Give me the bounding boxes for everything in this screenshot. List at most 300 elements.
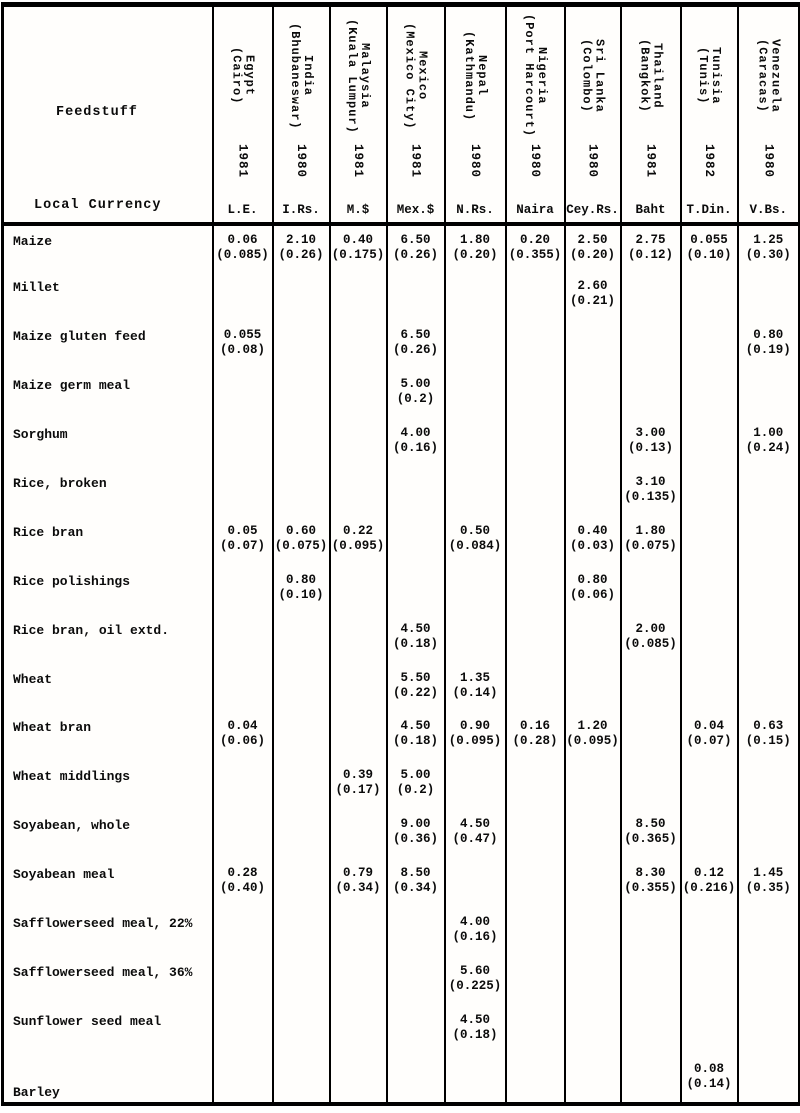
usd-equivalent: (0.084): [448, 538, 502, 553]
price-cell: [738, 468, 800, 517]
feedstuff-label: Wheat middlings: [13, 769, 131, 785]
price-cell: [273, 1055, 330, 1104]
price-cell: [387, 1055, 445, 1104]
price-cell: [506, 272, 565, 321]
price-cell: [330, 517, 387, 566]
usd-equivalent: (0.085): [216, 247, 269, 262]
local-price: 0.60: [285, 523, 316, 538]
feedstuff-label: Barley: [13, 1084, 60, 1100]
column-header-nepal: [445, 5, 506, 224]
price-cell: [445, 859, 506, 908]
price-cell: [213, 370, 273, 419]
feedstuff-label: Rice bran: [13, 524, 84, 540]
price-cell: [213, 224, 273, 273]
price-cell: [330, 1055, 387, 1104]
price-cell: [273, 272, 330, 321]
usd-equivalent: (0.075): [624, 538, 677, 553]
price-cell: [330, 468, 387, 517]
usd-equivalent: (0.07): [686, 734, 732, 749]
price-cell: [387, 664, 445, 713]
price-cell: [565, 468, 621, 517]
usd-equivalent: (0.03): [569, 538, 615, 553]
price-cell: [330, 957, 387, 1006]
column-header-egypt: [213, 5, 273, 224]
usd-equivalent: (0.18): [392, 636, 438, 651]
price-cell: [621, 908, 681, 957]
usd-equivalent: (0.40): [219, 881, 265, 896]
price-cell: [273, 566, 330, 615]
local-currency-row-title: Local Currency: [34, 197, 162, 213]
price-cell: [681, 712, 738, 761]
price-cell: [445, 321, 506, 370]
price-cell: [621, 517, 681, 566]
price-cell: [387, 761, 445, 810]
local-price: 3.10: [635, 474, 666, 489]
price-cell: [506, 810, 565, 859]
price-cell: [445, 1006, 506, 1055]
local-price: 3.00: [635, 426, 666, 441]
usd-equivalent: (0.355): [508, 247, 562, 262]
price-cell: [273, 761, 330, 810]
local-price: 5.00: [400, 768, 431, 783]
price-cell: [681, 615, 738, 664]
usd-equivalent: (0.365): [624, 832, 677, 847]
currency-label: I.Rs.: [282, 202, 320, 217]
price-cell: [445, 224, 506, 273]
local-price: 2.60: [577, 279, 608, 294]
usd-equivalent: (0.20): [569, 247, 615, 262]
local-price: 0.40: [577, 523, 608, 538]
price-cell: [565, 1006, 621, 1055]
price-cell: [506, 370, 565, 419]
price-cell: [738, 1006, 800, 1055]
price-cell: [330, 370, 387, 419]
price-cell: [213, 1006, 273, 1055]
price-cell: [621, 664, 681, 713]
price-cell: [565, 810, 621, 859]
corner-header-cell: [3, 5, 213, 224]
price-cell: [273, 712, 330, 761]
price-cell: [330, 419, 387, 468]
local-price: 4.50: [400, 719, 431, 734]
price-cell: [213, 664, 273, 713]
local-price: 0.06: [227, 232, 258, 247]
price-cell: [506, 908, 565, 957]
price-cell: [621, 859, 681, 908]
price-cell: [565, 1055, 621, 1104]
price-cell: [213, 321, 273, 370]
price-cell: [273, 957, 330, 1006]
local-price: 1.45: [753, 866, 784, 881]
price-cell: [681, 566, 738, 615]
local-price: 9.00: [400, 817, 431, 832]
country-label: Nepal (Kathmandu): [462, 30, 489, 122]
usd-equivalent: (0.2): [396, 783, 435, 798]
price-cell: [506, 615, 565, 664]
usd-equivalent: (0.21): [569, 294, 615, 309]
price-cell: [387, 712, 445, 761]
price-cell: [445, 615, 506, 664]
price-cell: [621, 615, 681, 664]
price-cell: [621, 370, 681, 419]
usd-equivalent: (0.095): [448, 734, 502, 749]
currency-label: L.E.: [227, 202, 258, 217]
usd-equivalent: (0.12): [627, 247, 673, 262]
local-price: 2.10: [285, 232, 316, 247]
price-cell: [273, 908, 330, 957]
price-cell: [738, 370, 800, 419]
country-label: Thailand (Bangkok): [637, 39, 665, 113]
local-price: 0.40: [342, 232, 373, 247]
price-cell: [445, 810, 506, 859]
usd-equivalent: (0.07): [219, 538, 265, 553]
usd-equivalent: (0.10): [278, 587, 324, 602]
price-cell: [506, 321, 565, 370]
price-cell: [445, 712, 506, 761]
local-price: 1.25: [753, 232, 784, 247]
usd-equivalent: (0.30): [745, 247, 791, 262]
price-cell: [387, 272, 445, 321]
country-label: Mexico (Mexico City): [402, 22, 430, 130]
table-row: [3, 370, 800, 419]
table-row: [3, 566, 800, 615]
price-cell: [445, 957, 506, 1006]
price-cell: [330, 566, 387, 615]
price-cell: [738, 761, 800, 810]
price-cell: [621, 957, 681, 1006]
price-cell: [565, 859, 621, 908]
price-cell: [506, 419, 565, 468]
price-cell: [445, 370, 506, 419]
price-cell: [681, 468, 738, 517]
price-cell: [330, 272, 387, 321]
column-header-tunisia: [681, 5, 738, 224]
table-row: [3, 321, 800, 370]
price-cell: [738, 810, 800, 859]
price-cell: [213, 615, 273, 664]
price-cell: [506, 712, 565, 761]
feedstuff-label: Wheat bran: [13, 720, 92, 736]
price-cell: [738, 272, 800, 321]
usd-equivalent: (0.19): [745, 343, 791, 358]
price-cell: [445, 517, 506, 566]
usd-equivalent: (0.225): [448, 978, 502, 993]
price-cell: [387, 468, 445, 517]
price-cell: [565, 664, 621, 713]
price-cell: [506, 1006, 565, 1055]
local-price: 5.60: [459, 963, 490, 978]
price-cell: [273, 321, 330, 370]
usd-equivalent: (0.14): [686, 1076, 732, 1091]
local-price: 0.80: [577, 572, 608, 587]
local-price: 8.50: [635, 817, 666, 832]
usd-equivalent: (0.355): [624, 881, 677, 896]
price-cell: [621, 810, 681, 859]
price-cell: [738, 957, 800, 1006]
local-price: 0.63: [753, 719, 784, 734]
column-header-india: [273, 5, 330, 224]
table-row: [3, 272, 800, 321]
usd-equivalent: (0.35): [745, 881, 791, 896]
price-cell: [506, 224, 565, 273]
price-cell: [273, 468, 330, 517]
price-cell: [565, 908, 621, 957]
price-cell: [506, 859, 565, 908]
local-price: 0.16: [519, 719, 550, 734]
price-cell: [621, 224, 681, 273]
table-row: [3, 468, 800, 517]
price-cell: [387, 859, 445, 908]
local-price: 0.28: [227, 866, 258, 881]
price-cell: [565, 370, 621, 419]
local-price: 1.35: [459, 670, 490, 685]
price-cell: [681, 517, 738, 566]
local-price: 2.50: [577, 232, 608, 247]
price-cell: [387, 908, 445, 957]
feedstuff-label: Wheat: [13, 671, 53, 687]
price-cell: [213, 810, 273, 859]
price-cell: [330, 615, 387, 664]
price-cell: [565, 566, 621, 615]
feedstuff-label: Maize germ meal: [13, 378, 131, 394]
price-cell: [681, 419, 738, 468]
local-price: 6.50: [400, 328, 431, 343]
price-cell: [213, 468, 273, 517]
price-cell: [330, 664, 387, 713]
usd-equivalent: (0.17): [335, 783, 381, 798]
usd-equivalent: (0.095): [566, 734, 619, 749]
price-cell: [213, 957, 273, 1006]
price-cell: [273, 419, 330, 468]
price-cell: [273, 859, 330, 908]
local-price: 0.04: [693, 719, 724, 734]
price-cell: [621, 272, 681, 321]
price-cell: [506, 957, 565, 1006]
price-cell: [565, 761, 621, 810]
local-price: 0.80: [753, 328, 784, 343]
usd-equivalent: (0.14): [452, 685, 498, 700]
table-row: [3, 908, 800, 957]
price-cell: [738, 664, 800, 713]
currency-label: V.Bs.: [749, 202, 787, 217]
price-cell: [681, 1006, 738, 1055]
usd-equivalent: (0.20): [452, 247, 498, 262]
table-row: [3, 859, 800, 908]
price-cell: [445, 566, 506, 615]
price-cell: [506, 517, 565, 566]
price-cell: [565, 957, 621, 1006]
price-cell: [681, 761, 738, 810]
price-cell: [681, 272, 738, 321]
local-price: 1.80: [635, 523, 666, 538]
local-price: 0.20: [519, 232, 550, 247]
local-price: 4.00: [400, 426, 431, 441]
price-cell: [621, 761, 681, 810]
usd-equivalent: (0.18): [452, 1027, 498, 1042]
usd-equivalent: (0.28): [512, 734, 558, 749]
feedstuff-label: Safflowerseed meal, 22%: [13, 915, 193, 931]
price-cell: [387, 321, 445, 370]
price-cell: [681, 859, 738, 908]
price-cell: [445, 419, 506, 468]
feedstuff-label: Maize: [13, 233, 53, 249]
country-label: Malaysia (Kuala Lumpur): [345, 18, 372, 134]
local-price: 0.22: [342, 523, 373, 538]
column-header-mexico: [387, 5, 445, 224]
price-cell: [213, 859, 273, 908]
year-label: 1982: [702, 144, 716, 179]
price-cell: [621, 1055, 681, 1104]
feedstuff-label: Safflowerseed meal, 36%: [13, 964, 193, 980]
column-header-venezuela: [738, 5, 800, 224]
usd-equivalent: (0.34): [335, 881, 381, 896]
price-cell: [213, 761, 273, 810]
price-cell: [506, 468, 565, 517]
price-cell: [387, 810, 445, 859]
table-row: [3, 712, 800, 761]
price-cell: [738, 1055, 800, 1104]
price-cell: [387, 370, 445, 419]
year-label: 1981: [643, 144, 658, 179]
local-price: 2.00: [635, 621, 666, 636]
price-cell: [213, 419, 273, 468]
local-price: 4.50: [400, 621, 431, 636]
price-cell: [681, 321, 738, 370]
feedstuff-label: Maize gluten feed: [13, 329, 146, 345]
price-cell: [330, 224, 387, 273]
local-price: 0.04: [227, 719, 258, 734]
currency-label: Naira: [516, 202, 554, 217]
price-cell: [273, 810, 330, 859]
table-row: [3, 810, 800, 859]
price-cell: [273, 615, 330, 664]
usd-equivalent: (0.22): [392, 685, 438, 700]
feedstuff-label: Rice polishings: [13, 573, 131, 589]
local-price: 0.05: [227, 523, 258, 538]
usd-equivalent: (0.16): [452, 929, 498, 944]
price-cell: [738, 859, 800, 908]
price-cell: [738, 615, 800, 664]
table-row: [3, 761, 800, 810]
price-cell: [738, 517, 800, 566]
local-price: 0.80: [285, 572, 316, 587]
local-price: 8.50: [400, 866, 431, 881]
price-cell: [213, 712, 273, 761]
price-cell: [621, 566, 681, 615]
price-cell: [621, 1006, 681, 1055]
header-row: [3, 5, 800, 224]
price-cell: [273, 370, 330, 419]
feedstuff-label: Rice bran, oil extd.: [13, 622, 170, 638]
price-cell: [681, 664, 738, 713]
price-cell: [445, 1055, 506, 1104]
price-cell: [565, 224, 621, 273]
country-label: Egypt (Cairo): [229, 47, 257, 105]
year-label: 1980: [468, 144, 482, 179]
local-price: 0.055: [690, 232, 728, 247]
local-price: 0.08: [693, 1061, 724, 1076]
year-label: 1980: [585, 144, 600, 179]
price-cell: [387, 419, 445, 468]
price-cell: [738, 712, 800, 761]
usd-equivalent: (0.085): [624, 636, 677, 651]
price-cell: [621, 419, 681, 468]
table-row: [3, 1055, 800, 1104]
table-row: [3, 224, 800, 273]
price-cell: [445, 468, 506, 517]
price-cell: [681, 1055, 738, 1104]
price-cell: [506, 664, 565, 713]
usd-equivalent: (0.216): [682, 881, 736, 896]
usd-equivalent: (0.095): [331, 538, 385, 553]
price-cell: [387, 517, 445, 566]
feedstuff-label: Millet: [13, 280, 60, 296]
column-header-nigeria: [506, 5, 565, 224]
currency-label: M.$: [346, 202, 370, 217]
price-cell: [273, 1006, 330, 1055]
usd-equivalent: (0.10): [686, 247, 732, 262]
table-row: [3, 517, 800, 566]
price-cell: [738, 224, 800, 273]
price-cell: [506, 566, 565, 615]
usd-equivalent: (0.24): [745, 441, 791, 456]
feedstuff-label: Soyabean, whole: [13, 818, 131, 834]
local-price: 1.80: [459, 232, 490, 247]
price-cell: [445, 272, 506, 321]
table-row: [3, 664, 800, 713]
usd-equivalent: (0.36): [392, 832, 438, 847]
local-price: 0.39: [342, 768, 373, 783]
local-price: 0.90: [459, 719, 490, 734]
price-cell: [213, 566, 273, 615]
price-cell: [681, 224, 738, 273]
price-cell: [273, 517, 330, 566]
year-label: 1980: [761, 144, 776, 179]
country-label: Tunisia (Tunis): [696, 47, 723, 105]
usd-equivalent: (0.47): [452, 832, 498, 847]
price-cell: [387, 224, 445, 273]
table-row: [3, 615, 800, 664]
usd-equivalent: (0.26): [392, 247, 438, 262]
price-cell: [213, 908, 273, 957]
usd-equivalent: (0.135): [624, 489, 677, 504]
table-sheet: [1, 2, 799, 1106]
year-label: 1981: [351, 144, 365, 179]
country-label: India (Bhubaneswar): [288, 22, 315, 130]
price-cell: [621, 321, 681, 370]
column-header-malaysia: [330, 5, 387, 224]
local-price: 0.055: [223, 328, 262, 343]
currency-label: Baht: [635, 202, 666, 217]
local-price: 4.50: [459, 1012, 490, 1027]
price-cell: [213, 272, 273, 321]
price-cell: [330, 321, 387, 370]
price-cell: [330, 712, 387, 761]
local-price: 0.12: [693, 866, 724, 881]
price-cell: [387, 615, 445, 664]
price-cell: [213, 517, 273, 566]
price-cell: [445, 908, 506, 957]
price-cell: [738, 321, 800, 370]
price-cell: [445, 664, 506, 713]
price-cell: [565, 517, 621, 566]
table-row: [3, 957, 800, 1006]
local-price: 2.75: [635, 232, 666, 247]
usd-equivalent: (0.075): [274, 538, 328, 553]
price-cell: [681, 370, 738, 419]
price-cell: [330, 761, 387, 810]
country-label: Nigeria (Port Harcourt): [522, 14, 549, 138]
